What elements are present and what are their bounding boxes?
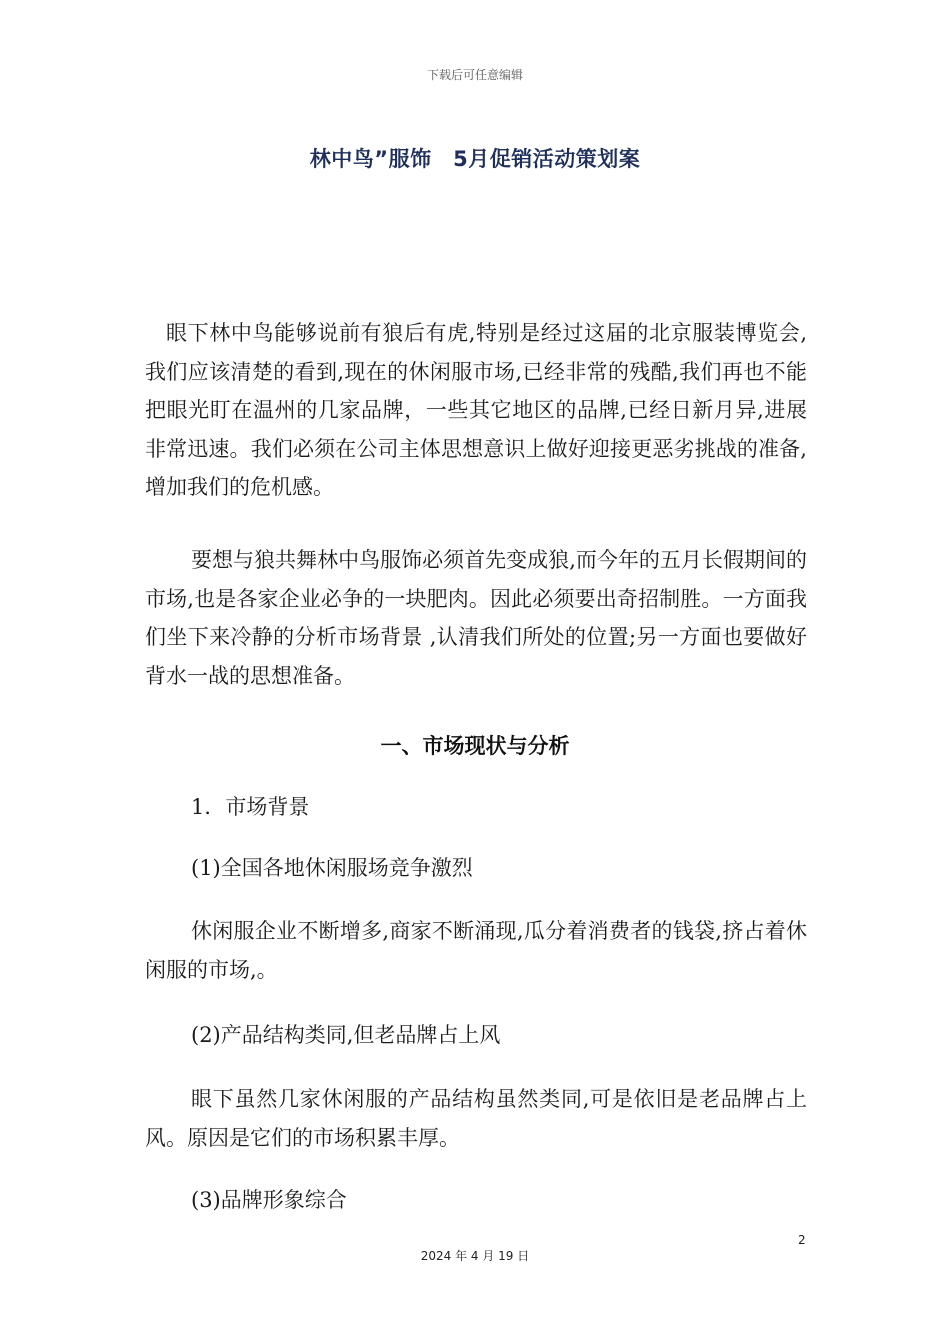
page-number: 2 <box>798 1233 806 1247</box>
subheading-competition: (1)全国各地休闲服场竞争激烈 <box>191 856 473 880</box>
paragraph-product-structure: 眼下虽然几家休闲服的产品结构虽然类同,可是依旧是老品牌占上风。原因是它们的市场积累丰厚。 <box>145 1087 807 1150</box>
section-heading-market-analysis: 一、市场现状与分析 <box>380 734 570 758</box>
subheading-product-structure: (2)产品结构类同,但老品牌占上风 <box>191 1023 501 1047</box>
header-note: 下载后可任意编辑 <box>426 68 523 82</box>
subheading-brand-image: (3)品牌形象综合 <box>191 1188 347 1212</box>
footer-date: 2024 年 4 月 19 日 <box>420 1249 530 1263</box>
paragraph-strategy: 要想与狼共舞林中鸟服饰必须首先变成狼,而今年的五月长假期间的市场,也是各家企业必争的一块肥肉。因此必须要出奇招制胜。一方面我们坐下来冷静的分析市场背景 ,认清我们所处的位置;另一方面也要做好背水一战的思想准备。 <box>145 548 807 688</box>
paragraph-intro: 眼下林中鸟能够说前有狼后有虎,特别是经过这届的北京服装博览会,我们应该清楚的看到,现在的休闲服市场,已经非常的残酷,我们再也不能把眼光盯在温州的几家品牌，一些其它地区的品牌,已经日新月异,进展非常迅速。我们必须在公司主体思想意识上做好迎接更恶劣挑战的准备,增加我们的危机感。 <box>145 321 807 499</box>
document-title: 林中鸟”服饰 5月促销活动策划案 <box>309 147 641 171</box>
subheading-market-background: 1．市场背景 <box>191 795 310 819</box>
paragraph-competition: 休闲服企业不断增多,商家不断涌现,瓜分着消费者的钱袋,挤占着休闲服的市场,。 <box>145 919 807 982</box>
